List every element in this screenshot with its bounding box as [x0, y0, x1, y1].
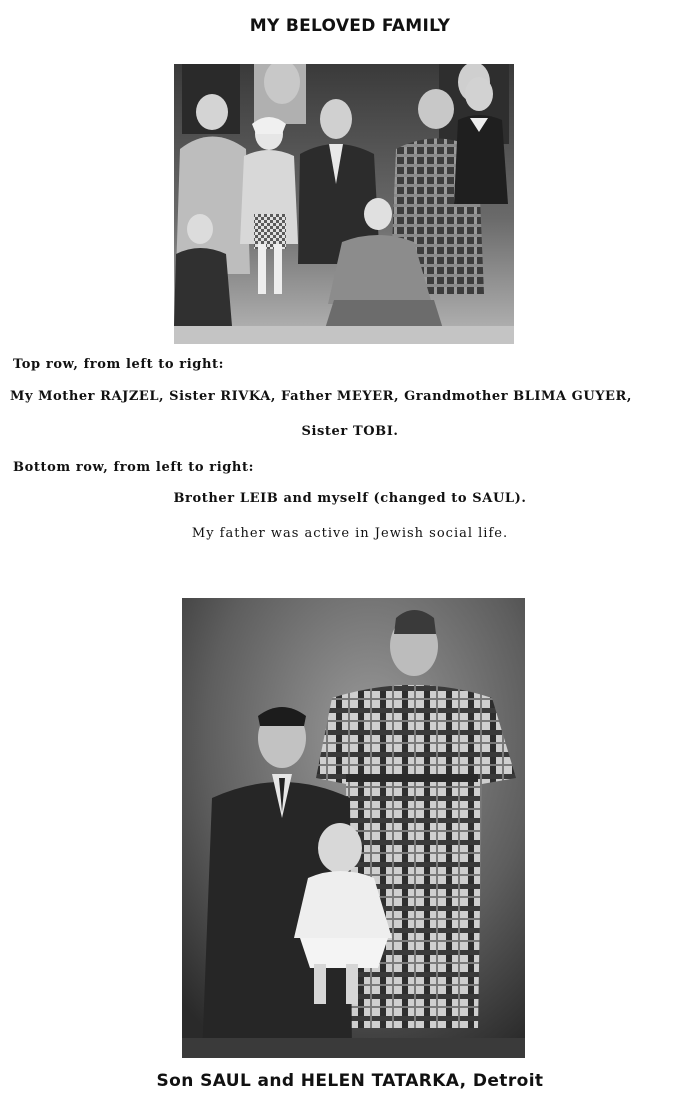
caption-bottom-row-label: Bottom row, from left to right:: [13, 460, 254, 475]
caption-bottom-row-names: Brother LEIB and myself (changed to SAUL).: [173, 491, 527, 506]
portrait-caption: Son SAUL and HELEN TATARKA, Detroit: [156, 1071, 544, 1091]
family-group-photo: [174, 64, 514, 344]
portrait-photo: [182, 598, 525, 1058]
caption-top-row-label: Top row, from left to right:: [13, 357, 225, 372]
caption-top-row-names: My Mother RAJZEL, Sister RIVKA, Father MEYER, Grandmother BLIMA GUYER,: [10, 389, 632, 404]
caption-father-note: My father was active in Jewish social life.: [191, 526, 509, 541]
page-title: MY BELOVED FAMILY: [249, 16, 451, 36]
caption-top-row-names-cont: Sister TOBI.: [301, 424, 399, 439]
